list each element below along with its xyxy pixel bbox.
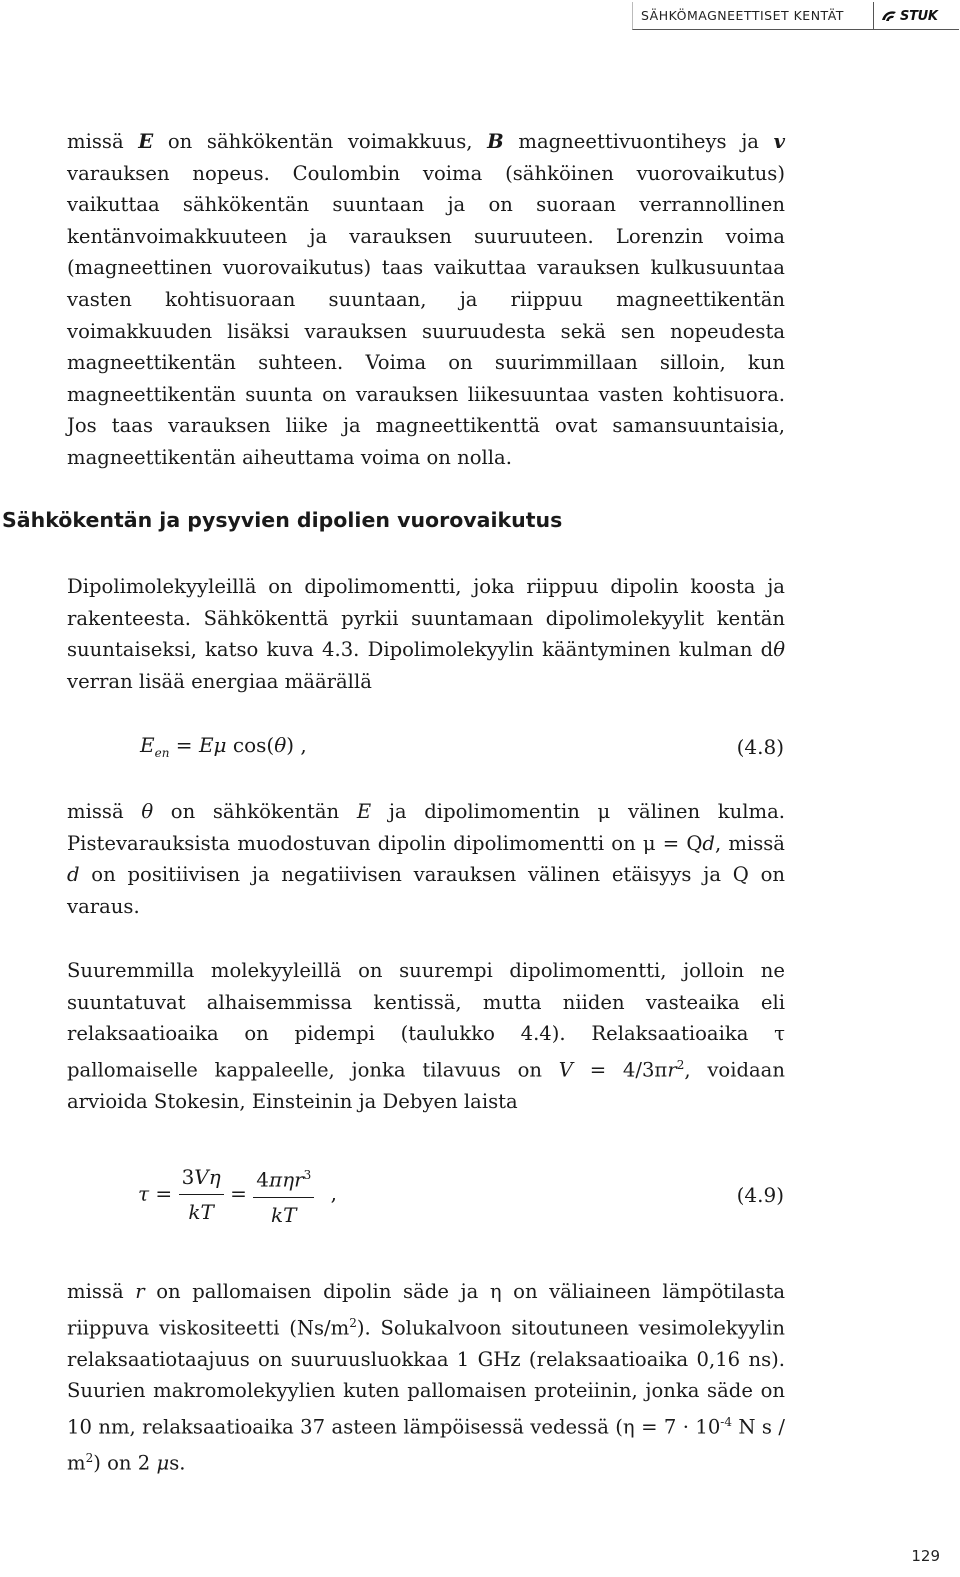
equation-number-4-8: (4.8) [736, 735, 784, 759]
paragraph-dipole-moment: Dipolimolekyyleillä on dipolimomentti, joka riippuu dipolin koosta ja rakenteesta. Sähkökenttä pyrkii suuntamaan dipolimolekyylit kentän suuntaiseksi, katso kuva 4.3. Dipolimolekyylin kääntyminen kulman dθ verran lisää energiaa määrällä [67, 575, 785, 693]
paragraph-lorentz-force: missä E on sähkökentän voimakkuus, B magneettivuontiheys ja v varauksen nopeus. Coulombin voima (sähköinen vuorovaikutus) vaikuttaa sähkökentän suuntaan ja on suoraan verrannollinen kentänvoimakkuuteen ja varauksen suuruuteen. Lorenzin voima (magneettinen vuorovaikutus) taas vaikuttaa varauksen kulkusuuntaa vasten kohtisuoraan suuntaan, ja riippuu magneettikentän voimakkuuden lisäksi varauksen suuruudesta sekä sen nopeudesta magneettikentän suhteen. Voima on suurimmillaan silloin, kun magneettikentän suunta on varauksen liikesuuntaa vasten kohtisuora. Jos taas varauksen liike ja magneettikenttä ovat samansuuntaisia, magneettikentän aiheuttama voima on nolla. [67, 130, 785, 469]
fraction-4pi-eta-r3: $\frac{4\pi\eta r^3}{kT}$ [253, 1158, 314, 1232]
stuk-logo-icon [881, 9, 897, 23]
paragraph-relaxation-time: Suuremmilla molekyyleillä on suurempi dipolimomentti, jolloin ne suuntatuvat alhaisemmissa kentissä, mutta niiden vasteaika eli relaksaatioaika on pidempi (taulukko 4.4). Relaksaatioaika τ pallomaiselle kappaleelle, jonka tilavuus on $V = 4/3\pi r^2$, voidaan arvioida Stokesin, Einsteinin ja Debyen laistа [67, 959, 785, 1113]
page-number: 129 [911, 1547, 940, 1565]
running-header [632, 2, 959, 30]
paragraph-dipole-angle: missä θ on sähkökentän E ja dipolimomentin μ välinen kulma. Pistevarauksista muodostuvan dipolin dipolimomentti on μ = Qd, missä d on positiivisen ja negatiivisen varauksen välinen etäisyys ja Q on varaus. [67, 800, 785, 918]
stuk-logo-text: STUK [900, 8, 938, 24]
stuk-logo [881, 6, 938, 26]
equation-number-4-9: (4.9) [736, 1183, 784, 1207]
fraction-3v-eta: $\frac{3V\eta}{kT}$ [179, 1160, 224, 1229]
header-divider [873, 2, 874, 29]
paragraph-viscosity: missä r on pallomaisen dipolin säde ja η on väliaineen lämpötilasta riippuva viskositeetti $(Ns/m^2)$. Solukalvoon sitoutuneen vesimolekyylin relaksaatiotaajuus on suuruusluokkaa 1 GHz (relaksaatioaika 0,16 ns). Suurien makromolekyylien kuten pallomaisen proteiinin, jonka säde on 10 nm, relaksaatioaika 37 asteen lämpöisessä vedessä ($\eta = 7 \cdot 10^{-4}$ N s / $m^2$) on 2 μs. [67, 1280, 785, 1475]
equation-4-9: τ = $\frac{3V\eta}{kT}$ = $\frac{4\pi\eta r^3}{kT}$ , [138, 1158, 337, 1232]
running-header-title: SÄHKÖMAGNEETTISET KENTÄT [641, 8, 844, 23]
equation-4-8: $E_{en} = E\mu$ cos(θ) , [140, 733, 307, 760]
section-heading: Sähkökentän ja pysyvien dipolien vuorovaikutus [2, 508, 563, 532]
